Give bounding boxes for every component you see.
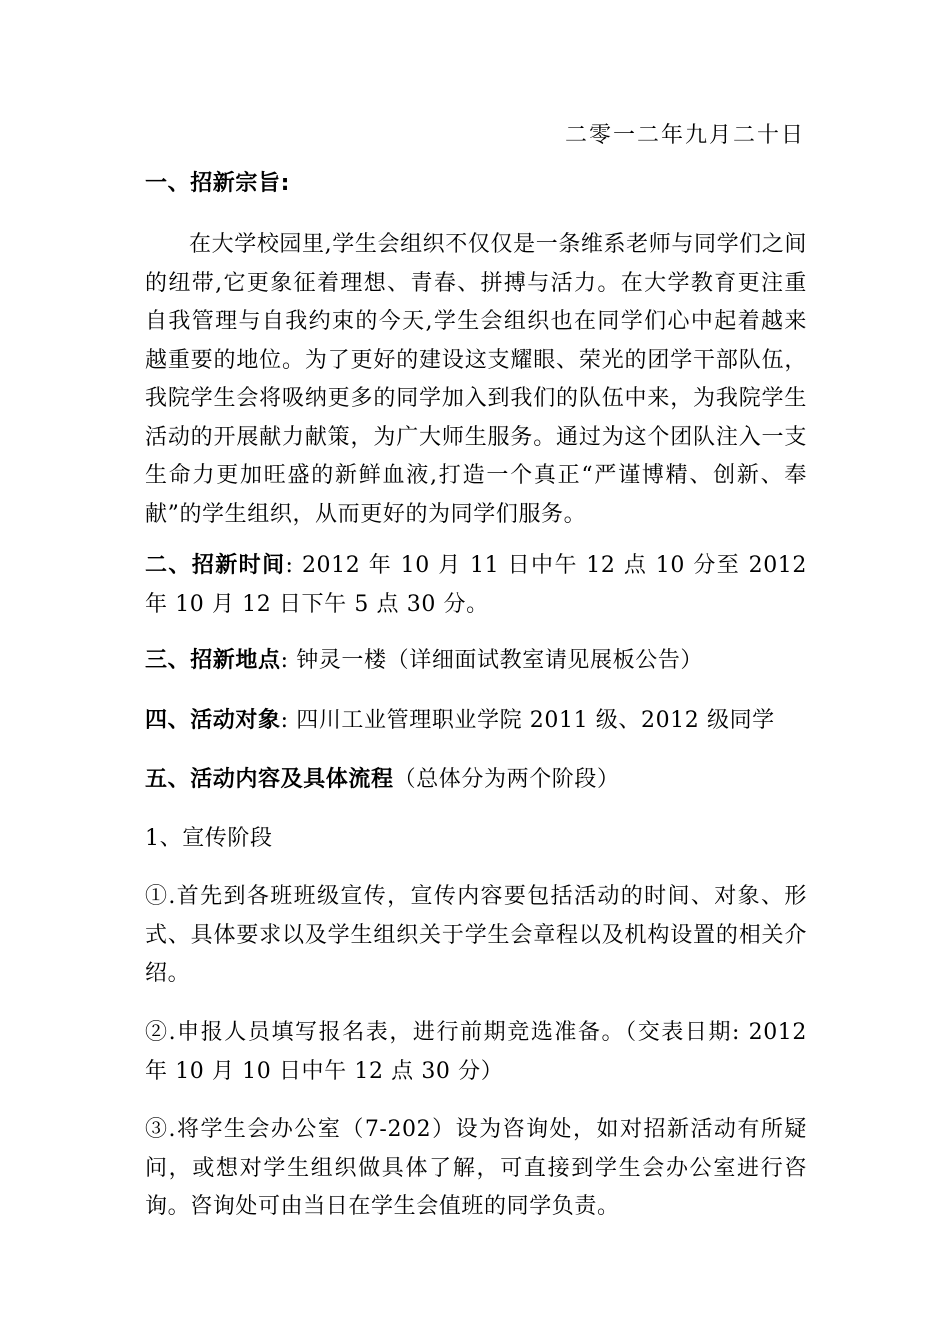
stage1-title: 1、宣传阶段 <box>145 826 273 851</box>
stage1-item-1: ①.首先到各班班级宣传，宣传内容要包括活动的时间、对象、形式、具体要求以及学生组织关于学生会章程以及机构设置的相关介绍。 <box>145 884 807 986</box>
place-section <box>145 642 807 681</box>
time-section <box>145 547 807 624</box>
purpose-paragraph: 在大学校园里,学生会组织不仅仅是一条维系老师与同学们之间的纽带,它更象征着理想、青春、拼搏与活力。在大学教育更注重自我管理与自我约束的今天,学生会组织也在同学们心中起着越来越重要的地位。为了更好的建设这支耀眼、荣光的团学干部队伍，我院学生会将吸纳更多的同学加入到我们的队伍中来，为我院学生活动的开展献力献策，为广大师生服务。通过为这个团队注入一支生命力更加旺盛的新鲜血液,打造一个真正“严谨博精、创新、奉献”的学生组织，从而更好的为同学们服务。 <box>145 232 807 527</box>
time-heading: 二、招新时间 <box>145 553 286 578</box>
target-section <box>145 702 807 741</box>
document-date: 二零一二年九月二十日 <box>564 123 805 148</box>
target-heading: 四、活动对象 <box>145 708 281 733</box>
purpose-heading: 一、招新宗旨: <box>145 171 290 196</box>
content-body: （总体分为两个阶段） <box>393 767 620 792</box>
stage1-item-2: ②.申报人员填写报名表，进行前期竞选准备。（交表日期: 2012 年 10 月 10 日中午 12 点 30 分） <box>145 1020 807 1084</box>
target-body: : 四川工业管理职业学院 2011 级、2012 级同学 <box>280 708 775 733</box>
content-section <box>145 761 807 800</box>
place-body: : 钟灵一楼（详细面试教室请见展板公告） <box>280 648 704 673</box>
stage1-item-3: ③.将学生会办公室（7-202）设为咨询处，如对招新活动有所疑问，或想对学生组织做具体了解，可直接到学生会办公室进行咨询。咨询处可由当日在学生会值班的同学负责。 <box>145 1117 807 1219</box>
time-body: : 2012 年 10 月 11 日中午 12 点 10 分至 2012 年 10 月 12 日下午 5 点 30 分。 <box>145 553 808 617</box>
place-heading: 三、招新地点 <box>145 648 281 673</box>
content-heading: 五、活动内容及具体流程 <box>145 767 394 792</box>
